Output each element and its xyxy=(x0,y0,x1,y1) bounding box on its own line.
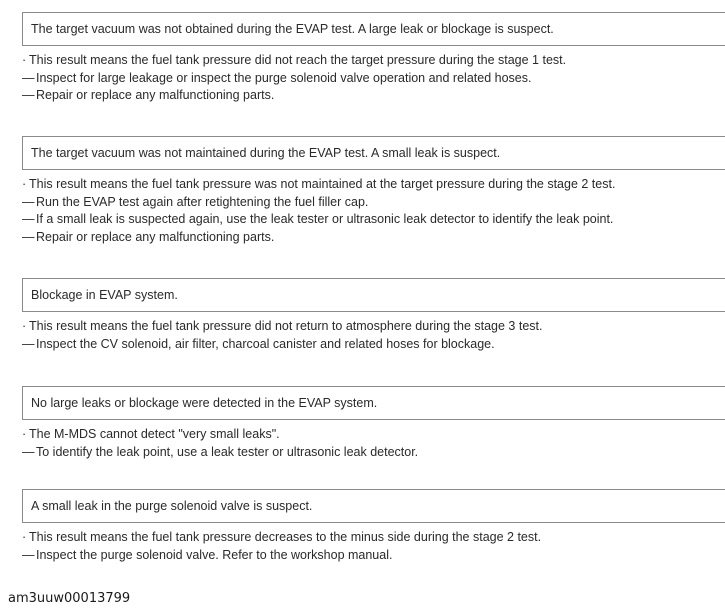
detail-text: Run the EVAP test again after retightening the fuel filler cap. xyxy=(36,194,369,209)
result-details xyxy=(22,52,725,105)
detail-text: This result means the fuel tank pressure did not reach the target pressure during the stage 1 test. xyxy=(29,53,567,67)
dash-marker: — xyxy=(22,336,35,351)
dash-marker: — xyxy=(22,212,35,226)
bullet-marker: · xyxy=(22,53,27,67)
result-heading: No large leaks or blockage were detected in the EVAP system. xyxy=(31,396,378,410)
result-details xyxy=(22,176,725,246)
result-heading-box xyxy=(22,278,725,312)
detail-line xyxy=(22,529,725,547)
result-details xyxy=(22,426,725,461)
detail-line xyxy=(22,211,725,229)
detail-text: Inspect the CV solenoid, air filter, charcoal canister and related hoses for blockage. xyxy=(36,336,495,351)
detail-text: To identify the leak point, use a leak tester or ultrasonic leak detector. xyxy=(36,444,419,459)
dash-marker: — xyxy=(22,547,35,562)
detail-line xyxy=(22,52,725,70)
dash-marker: — xyxy=(22,88,35,102)
detail-text: Inspect the purge solenoid valve. Refer to the workshop manual. xyxy=(36,547,393,562)
detail-line xyxy=(22,318,725,336)
detail-text: Inspect for large leakage or inspect the purge solenoid valve operation and related hoses. xyxy=(36,70,532,85)
result-heading: The target vacuum was not obtained during the EVAP test. A large leak or blockage is suspect. xyxy=(31,22,554,36)
dash-marker: — xyxy=(22,70,35,85)
bullet-marker: · xyxy=(22,177,27,191)
detail-text: If a small leak is suspected again, use the leak tester or ultrasonic leak detector to identify the leak point. xyxy=(36,212,614,226)
result-heading: The target vacuum was not maintained during the EVAP test. A small leak is suspect. xyxy=(31,146,501,160)
detail-line xyxy=(22,194,725,212)
detail-line xyxy=(22,336,725,354)
result-heading: Blockage in EVAP system. xyxy=(31,288,178,302)
detail-line xyxy=(22,87,725,105)
result-heading-box xyxy=(22,386,725,420)
result-section-1 xyxy=(22,12,725,105)
result-heading-box xyxy=(22,12,725,46)
bullet-marker: · xyxy=(22,530,27,544)
detail-line xyxy=(22,176,725,194)
detail-line xyxy=(22,229,725,247)
detail-text: Repair or replace any malfunctioning parts. xyxy=(36,229,275,244)
result-section-4 xyxy=(22,386,725,461)
bullet-marker: · xyxy=(22,319,27,333)
dash-marker: — xyxy=(22,194,35,209)
detail-text: This result means the fuel tank pressure did not return to atmosphere during the stage 3 test. xyxy=(29,319,543,333)
figure-id-label: am3uuw00013799 xyxy=(8,591,131,606)
dash-marker: — xyxy=(22,444,35,459)
result-heading-box xyxy=(22,489,725,523)
detail-text: This result means the fuel tank pressure decreases to the minus side during the stage 2 test. xyxy=(29,530,542,544)
detail-line xyxy=(22,70,725,88)
detail-text: This result means the fuel tank pressure was not maintained at the target pressure during the stage 2 test. xyxy=(29,177,616,191)
result-heading: A small leak in the purge solenoid valve is suspect. xyxy=(31,499,313,513)
dash-marker: — xyxy=(22,229,35,244)
result-heading-box xyxy=(22,136,725,170)
detail-text: Repair or replace any malfunctioning parts. xyxy=(36,88,275,102)
result-section-3 xyxy=(22,278,725,353)
detail-line xyxy=(22,444,725,462)
detail-text: The M-MDS cannot detect "very small leaks". xyxy=(29,427,280,441)
detail-line xyxy=(22,547,725,565)
bullet-marker: · xyxy=(22,427,27,441)
result-section-5 xyxy=(22,489,725,564)
result-section-2 xyxy=(22,136,725,246)
result-details xyxy=(22,529,725,564)
detail-line xyxy=(22,426,725,444)
result-details xyxy=(22,318,725,353)
